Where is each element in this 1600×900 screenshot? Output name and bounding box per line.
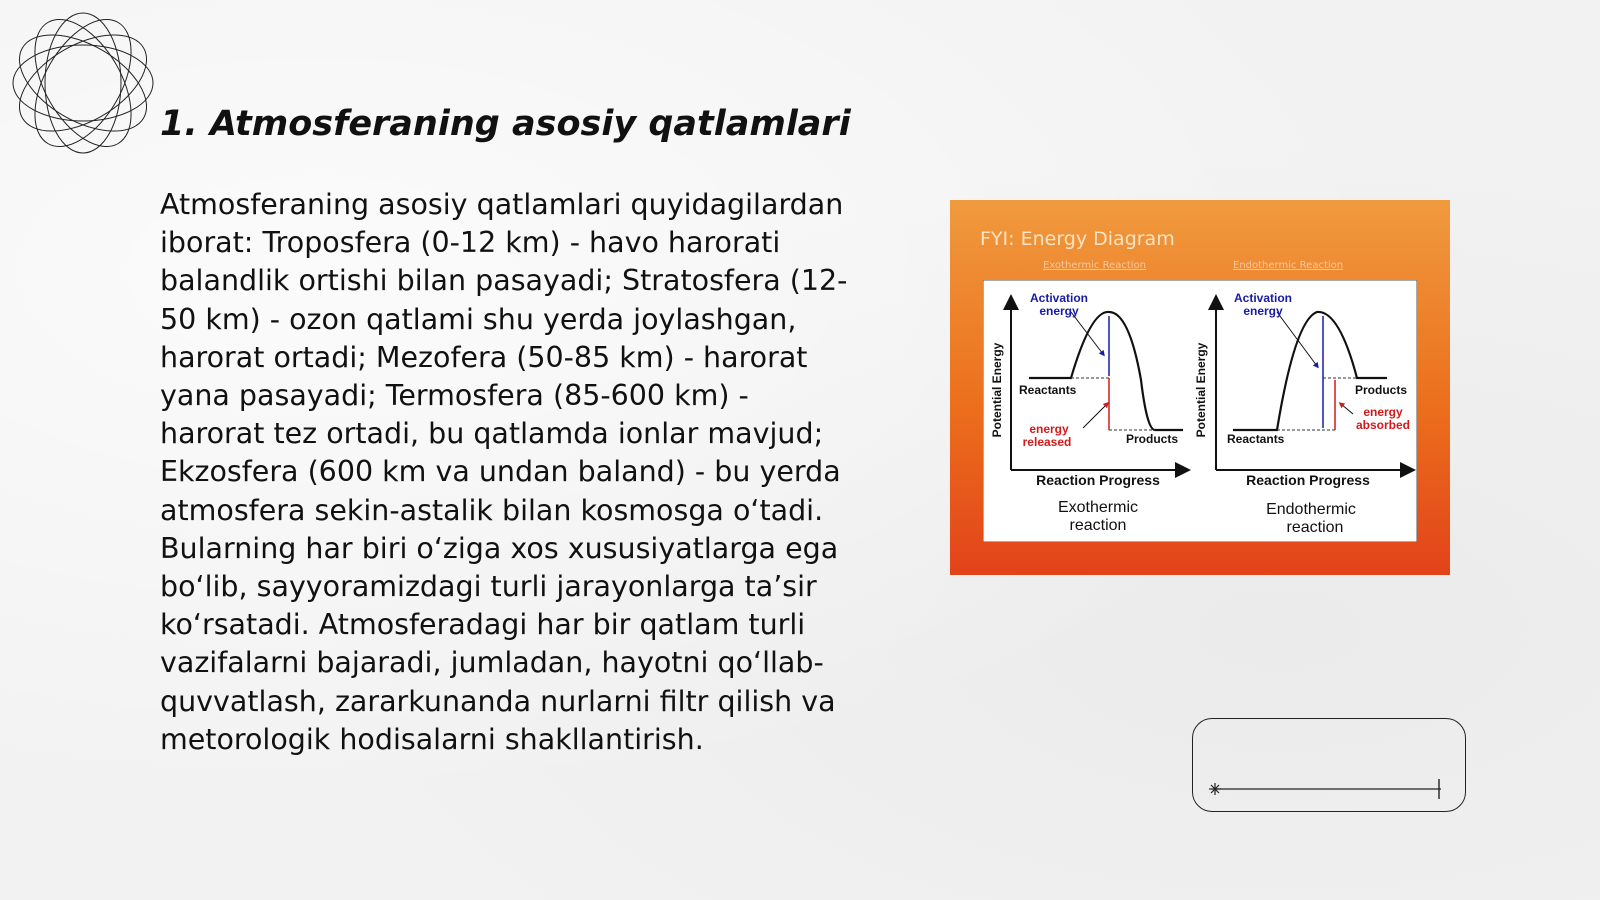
circular-ornament-icon bbox=[10, 10, 156, 156]
exo-products-label: Products bbox=[1126, 432, 1179, 446]
endo-energy-label-1: energy bbox=[1363, 405, 1403, 419]
energy-diagram-panel bbox=[983, 280, 1417, 542]
slide-title: 1. Atmosferaning asosiy qatlamlari bbox=[160, 104, 851, 144]
exo-energy-label-2: released bbox=[1022, 435, 1072, 449]
endo-x-axis-label: Reaction Progress bbox=[1246, 472, 1370, 488]
diagram-heading: FYI: Energy Diagram bbox=[980, 228, 1175, 250]
endo-activation-label-1: Activation bbox=[1233, 291, 1293, 305]
exothermic-link: Exothermic Reaction bbox=[1043, 260, 1147, 271]
exo-activation-label-1: Activation bbox=[1029, 291, 1089, 305]
energy-diagram-image bbox=[950, 200, 1450, 575]
exo-caption-2: reaction bbox=[1069, 517, 1127, 534]
exo-y-axis-label: Potential Energy bbox=[990, 342, 1004, 438]
starburst-icon bbox=[1209, 783, 1221, 795]
endo-activation-label-2: energy bbox=[1243, 304, 1283, 318]
exo-x-axis-label: Reaction Progress bbox=[1036, 472, 1160, 488]
decorative-line-box bbox=[1192, 718, 1466, 812]
endothermic-link: Endothermic Reaction bbox=[1233, 260, 1344, 271]
endo-caption-2: reaction bbox=[1286, 519, 1344, 536]
decorative-line bbox=[1193, 719, 1465, 811]
exo-activation-label-2: energy bbox=[1039, 304, 1079, 318]
exo-caption-1: Exothermic bbox=[1057, 499, 1139, 516]
endo-products-label: Products bbox=[1355, 383, 1408, 397]
endo-reactants-label: Reactants bbox=[1227, 432, 1285, 446]
exo-energy-label-1: energy bbox=[1029, 422, 1069, 436]
endo-y-axis-label: Potential Energy bbox=[1194, 342, 1208, 438]
endo-caption-1: Endothermic bbox=[1266, 501, 1356, 518]
endo-energy-label-2: absorbed bbox=[1355, 418, 1411, 432]
body-paragraph: Atmosferaning asosiy qatlamlari quyidagilardan iborat: Troposfera (0-12 km) - havo harorati balandlik ortishi bilan pasayadi; Stratosfera (12-50 km) - ozon qatlami shu yerda joylashgan, harorat ortadi; Mezofera (50-85 km) - harorat yana pasayadi; Termosfera (85-600 km) - harorat tez ortadi, bu qatlamda ionlar mavjud; Ekzosfera (600 km va undan baland) - bu yerda atmosfera sekin-astalik bilan kosmosga o‘tadi. Bularning har biri o‘ziga xos xususiyatlarga ega bo‘lib, sayyoramizdagi turli jarayonlarga ta’sir ko‘rsatadi. Atmosferadagi har bir qatlam turli vazifalarni bajaradi, jumladan, hayotni qo‘llab-quvvatlash, zararkunanda nurlarni filtr qilish va metorologik hodisalarni shakllantirish. bbox=[160, 188, 848, 756]
exo-reactants-label: Reactants bbox=[1019, 383, 1077, 397]
